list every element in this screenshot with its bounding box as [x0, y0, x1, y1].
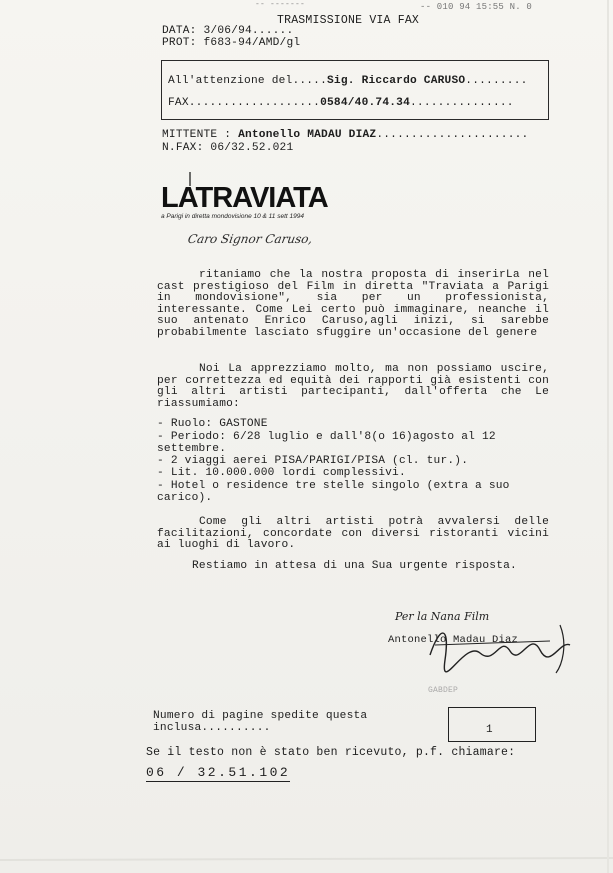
- term-item: - Ruolo: GASTONE: [157, 418, 268, 430]
- attention-line: [168, 75, 528, 87]
- fax-line: [168, 97, 514, 109]
- pages-value: 1: [486, 724, 493, 736]
- signature-per-line: Per la Nana Film: [395, 610, 490, 623]
- attention-dots: .........: [465, 75, 528, 87]
- sender-line: [162, 129, 528, 141]
- handwritten-signature: [410, 615, 580, 675]
- term-item: - Periodo: 6/28 luglio e dall'8(o 16)agosto al 12: [157, 431, 496, 443]
- term-item: - Hotel o residence tre stelle singolo (extra a suo: [157, 480, 510, 492]
- sender-fax-label: N.FAX:: [162, 142, 204, 154]
- protocol-label: PROT:: [162, 37, 197, 49]
- letter-paragraph-1: ritaniamo che la nostra proposta di inserirLa nel cast prestigioso del Film in diretta "Traviata a Parigi in mondovisione", sia per un professionista, interessante. Come Lei certo può immaginare, neanche il suo antenato Enrico Caruso,agli inizi, si sarebbe probabilmente lasciato sfuggire un'occasione del genere: [157, 269, 549, 339]
- protocol-line: [162, 37, 300, 49]
- sender-fax-value: 06/32.52.021: [210, 142, 294, 154]
- date-label: DATA:: [162, 25, 197, 37]
- salutation: Caro Signor Caruso,: [186, 232, 314, 246]
- signature-name: Antonello Madau Diaz: [388, 634, 519, 646]
- letter-paragraph-3: Come gli altri artisti potrà avvalersi delle facilitazioni, concordate con diversi ristoranti vicini ai luoghi di lavoro.: [157, 516, 549, 552]
- company-logo: LATRAVIATA: [161, 182, 328, 214]
- sender-value: Antonello MADAU DIAZ: [238, 129, 377, 141]
- pages-label-1: Numero di pagine spedite questa: [153, 710, 368, 722]
- term-item: carico).: [157, 492, 213, 504]
- recipient-box: [161, 60, 549, 120]
- call-number: 06 / 32.51.102: [146, 765, 291, 780]
- date-line: [162, 25, 293, 37]
- stamp-mark: GABDEP: [428, 686, 459, 695]
- fax-dots: ...............: [410, 97, 514, 109]
- closing-line: Restiamo in attesa di una Sua urgente risposta.: [192, 560, 517, 572]
- attention-value: Sig. Riccardo CARUSO: [327, 75, 466, 87]
- date-value: 3/06/94......: [203, 25, 294, 37]
- protocol-value: f683-94/AMD/gl: [203, 37, 301, 49]
- term-item: - Lit. 10.000.000 lordi complessivi.: [157, 467, 406, 479]
- term-item: - 2 viaggi aerei PISA/PARIGI/PISA (cl. tur.).: [157, 455, 469, 467]
- fax-machine-line: -- 010 94 15:55 N. 0: [420, 2, 533, 12]
- fax-top-strip: -- -------: [255, 0, 306, 9]
- sender-label: MITTENTE :: [162, 129, 232, 141]
- sender-fax-line: [162, 142, 293, 154]
- letter-paragraph-2: Noi La apprezziamo molto, ma non possiamo uscire, per correttezza ed equità dei rapporti già esistenti con gli altri artisti partecipanti, dall'offerta che Le riassumiamo:: [157, 363, 549, 410]
- sender-dots: ......................: [376, 129, 529, 141]
- fax-value: 0584/40.74.34: [320, 97, 410, 109]
- pages-label-2: inclusa..........: [153, 722, 271, 734]
- term-item: settembre.: [157, 443, 227, 455]
- logo-tagline: a Parigi in diretta mondovisione 10 & 11 sett 1994: [161, 213, 304, 220]
- fax-label: FAX...................: [168, 97, 321, 109]
- document-title: TRASMISSIONE VIA FAX: [277, 14, 420, 27]
- attention-label: All'attenzione del.....: [168, 75, 328, 87]
- resend-notice: Se il testo non è stato ben ricevuto, p.f. chiamare:: [146, 746, 516, 759]
